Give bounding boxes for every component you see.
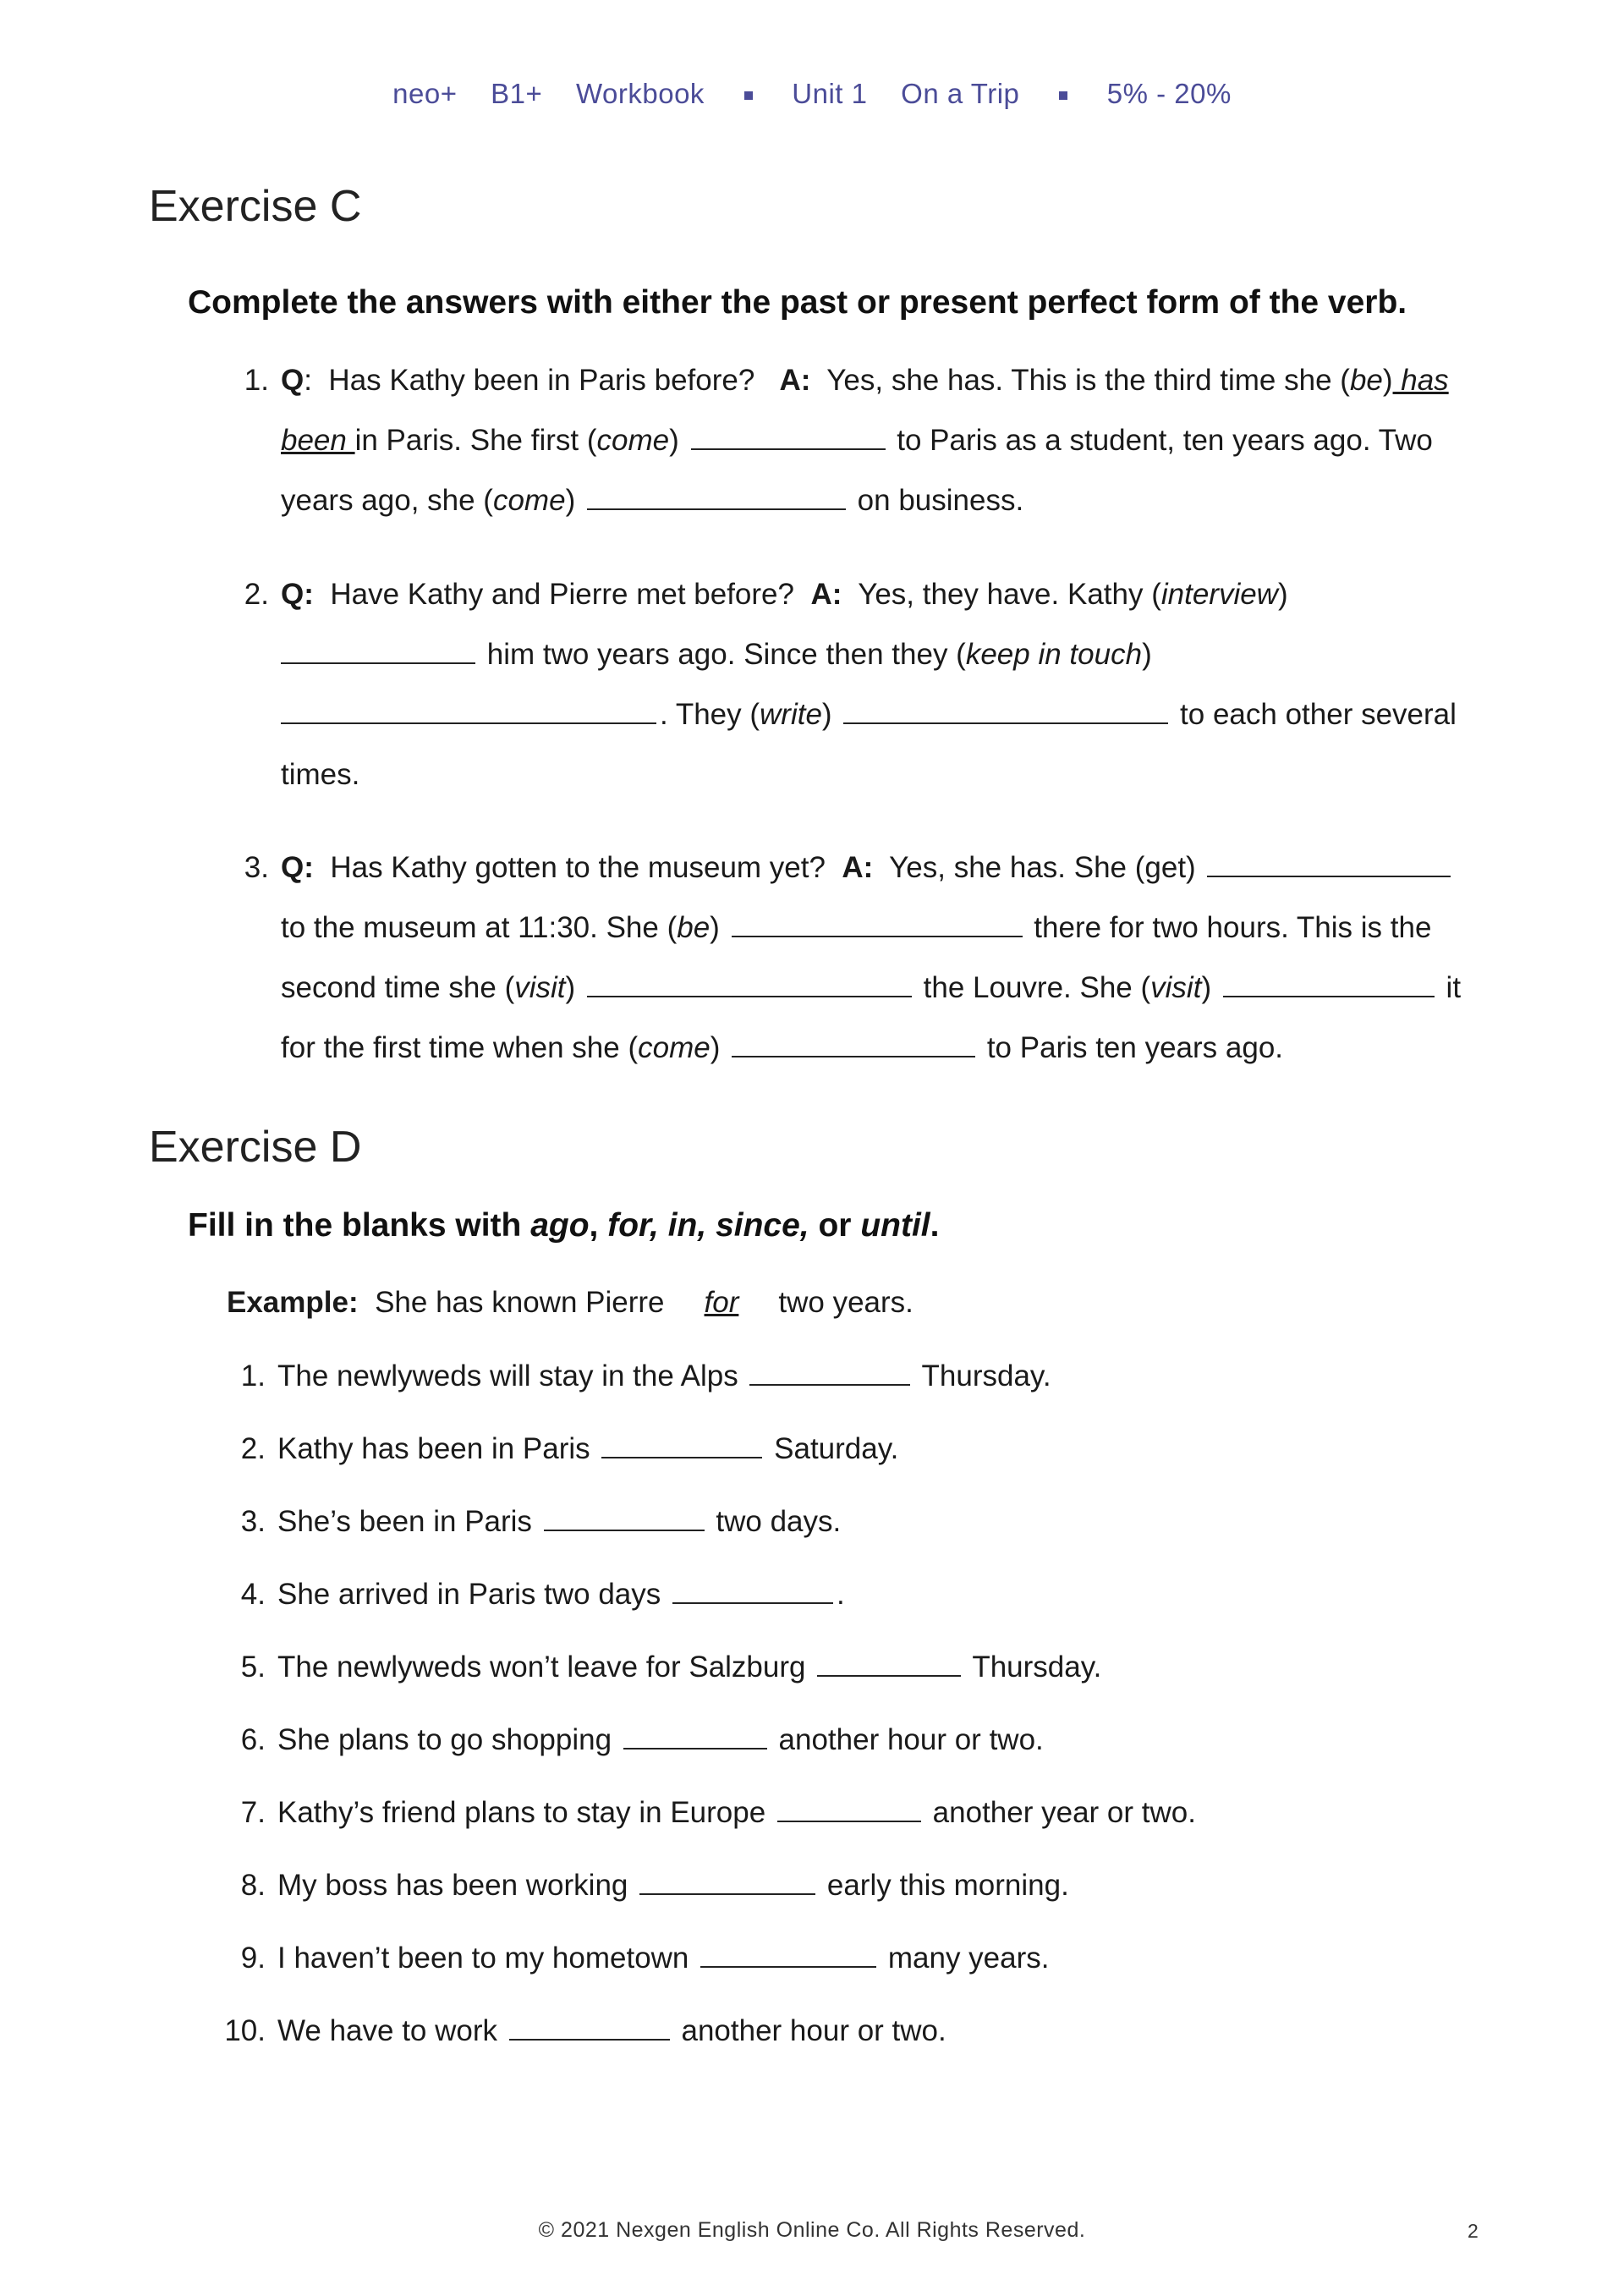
list-item — [218, 1574, 845, 1616]
answer-label: A: — [842, 851, 874, 884]
question-label: Q: — [281, 851, 314, 884]
page-number: 2 — [1468, 2220, 1479, 2242]
header-level: B1+ — [491, 78, 543, 109]
question-text: Has Kathy gotten to the museum yet? — [330, 851, 826, 884]
exercise-d-title: Exercise D — [149, 1123, 362, 1172]
exercise-d-instruction — [188, 1207, 939, 1244]
list-item — [218, 1865, 1069, 1907]
item-text: . — [837, 1578, 845, 1611]
header-product: neo+ — [392, 78, 458, 109]
instruction-text: or — [809, 1207, 861, 1244]
answer-blank[interactable] — [843, 697, 1168, 724]
answer-text: to each other several times. — [281, 698, 1457, 791]
answer-text: in Paris. She first ( — [354, 424, 597, 457]
item-number: 1. — [244, 364, 269, 397]
answer-text: to Paris ten years ago. — [979, 1031, 1284, 1064]
item-number: 2. — [240, 1432, 266, 1465]
page-header — [0, 78, 1624, 110]
item-text: She’s been in Paris — [277, 1505, 532, 1538]
exercise-d-example — [227, 1282, 914, 1324]
item-number: 9. — [240, 1942, 266, 1975]
item-number: 4. — [240, 1578, 266, 1611]
answer-text: Yes, she has. This is the third time she ( — [826, 364, 1350, 397]
answer-blank[interactable] — [777, 1795, 921, 1822]
square-bullet-icon — [1059, 91, 1067, 100]
answer-text: ) — [1382, 364, 1393, 397]
verb-hint: come — [638, 1031, 710, 1064]
item-text: Thursday. — [921, 1359, 1051, 1392]
answer-text: ) — [1142, 638, 1152, 671]
list-item — [218, 1355, 1051, 1398]
verb-hint: visit — [514, 971, 566, 1004]
keyword-since: since, — [706, 1207, 809, 1244]
list-item — [218, 1646, 1101, 1689]
answer-blank[interactable] — [639, 1868, 815, 1895]
item-number: 8. — [240, 1869, 266, 1902]
verb-hint: keep in touch — [965, 638, 1143, 671]
list-item — [218, 1937, 1050, 1980]
header-progress: 5% - 20% — [1106, 78, 1232, 109]
answer-blank[interactable] — [587, 970, 912, 997]
answer-blank[interactable] — [281, 637, 475, 664]
verb-hint: visit — [1150, 971, 1202, 1004]
verb-hint: be — [677, 911, 710, 944]
answer-text: ) — [565, 484, 584, 517]
answer-text: ) — [669, 424, 688, 457]
example-label: Example: — [227, 1286, 359, 1319]
answer-label: A: — [810, 578, 842, 611]
answer-text: ) — [565, 971, 584, 1004]
answer-blank[interactable] — [1207, 850, 1451, 877]
square-bullet-icon — [744, 91, 753, 100]
example-text: two years. — [778, 1286, 914, 1319]
answer-label: A: — [779, 364, 811, 397]
answer-blank[interactable] — [700, 1941, 876, 1968]
item-text: My boss has been working — [277, 1869, 628, 1902]
answer-blank[interactable] — [817, 1650, 961, 1677]
answer-blank[interactable] — [623, 1722, 767, 1749]
answer-text: Yes, she has. She (get) — [889, 851, 1204, 884]
question-text: Have Kathy and Pierre met before? — [330, 578, 794, 611]
item-text: I haven’t been to my hometown — [277, 1942, 689, 1975]
answer-text: ) — [710, 1031, 729, 1064]
keyword-ago: ago — [530, 1207, 590, 1244]
item-text: another hour or two. — [681, 2014, 946, 2047]
example-text: She has known Pierre — [375, 1286, 665, 1319]
copyright-footer: © 2021 Nexgen English Online Co. All Rights Reserved. — [538, 2218, 1086, 2242]
item-text: many years. — [887, 1942, 1050, 1975]
verb-hint: come — [492, 484, 566, 517]
item-text: Saturday. — [774, 1432, 899, 1465]
question-text: Has Kathy been in Paris before? — [328, 364, 755, 397]
item-number: 3. — [244, 851, 269, 884]
list-item — [218, 1719, 1044, 1761]
answer-blank[interactable] — [509, 2013, 670, 2041]
answer-text: ) — [1201, 971, 1220, 1004]
exercise-c-item-1 — [235, 350, 1479, 530]
question-label: Q — [281, 364, 304, 397]
item-number: 3. — [240, 1505, 266, 1538]
example-answer: for — [704, 1286, 739, 1319]
header-unit-title: On a Trip — [901, 78, 1020, 109]
list-item — [218, 1792, 1196, 1834]
answer-text: him two years ago. Since then they ( — [479, 638, 966, 671]
item-text: another year or two. — [932, 1796, 1196, 1829]
exercise-c-item-3 — [235, 838, 1479, 1078]
answer-blank[interactable] — [732, 910, 1023, 937]
exercise-c-instruction: Complete the answers with either the past or present perfect form of the verb. — [188, 284, 1407, 321]
keyword-for: for, — [607, 1207, 659, 1244]
item-text: We have to work — [277, 2014, 498, 2047]
answer-blank[interactable] — [281, 697, 656, 724]
item-text: early this morning. — [826, 1869, 1069, 1902]
item-text: She arrived in Paris two days — [277, 1578, 661, 1611]
answer-blank[interactable] — [672, 1577, 833, 1604]
verb-hint: come — [596, 424, 670, 457]
item-text: The newlyweds will stay in the Alps — [277, 1359, 738, 1392]
exercise-c-title: Exercise C — [149, 182, 362, 231]
answer-blank[interactable] — [732, 1030, 975, 1057]
answer-blank[interactable] — [749, 1359, 910, 1386]
item-number: 7. — [240, 1796, 266, 1829]
question-label: Q: — [281, 578, 314, 611]
item-text: Kathy has been in Paris — [277, 1432, 590, 1465]
instruction-text: , — [589, 1207, 608, 1244]
item-number: 1. — [240, 1359, 266, 1392]
list-item — [218, 1501, 841, 1543]
example-answer: has been — [281, 364, 1449, 457]
keyword-in: in, — [658, 1207, 707, 1244]
verb-hint: be — [1349, 364, 1383, 397]
instruction-text: Fill in the blanks with — [188, 1207, 531, 1244]
keyword-until: until — [860, 1207, 930, 1244]
list-item — [218, 1428, 898, 1470]
answer-text: the Louvre. She ( — [914, 971, 1151, 1004]
verb-hint: interview — [1160, 578, 1278, 611]
item-text: The newlyweds won’t leave for Salzburg — [277, 1651, 806, 1684]
item-text: She plans to go shopping — [277, 1723, 612, 1756]
instruction-text: . — [930, 1207, 940, 1244]
item-text: Thursday. — [972, 1651, 1102, 1684]
verb-hint: write — [760, 698, 822, 731]
answer-blank[interactable] — [544, 1504, 705, 1531]
item-number: 5. — [240, 1651, 266, 1684]
answer-blank[interactable] — [691, 423, 886, 450]
answer-text: ) — [710, 911, 728, 944]
answer-blank[interactable] — [601, 1431, 762, 1458]
question-colon: : — [304, 364, 312, 397]
item-text: two days. — [716, 1505, 842, 1538]
item-number: 2. — [244, 578, 269, 611]
item-text: another hour or two. — [778, 1723, 1044, 1756]
answer-text: there for two hours. This is the second time she ( — [281, 911, 1432, 1004]
answer-text: it for the first time when she ( — [281, 971, 1462, 1064]
answer-text: . They ( — [660, 698, 760, 731]
item-number: 10. — [224, 2014, 266, 2047]
answer-blank[interactable] — [1223, 970, 1435, 997]
answer-text: on business. — [848, 484, 1024, 517]
answer-text: Yes, they have. Kathy ( — [858, 578, 1161, 611]
answer-text: ) — [1277, 578, 1288, 611]
item-text: Kathy’s friend plans to stay in Europe — [277, 1796, 766, 1829]
answer-text: to the museum at 11:30. She ( — [281, 911, 678, 944]
exercise-c-item-2 — [235, 564, 1479, 805]
answer-text: ) — [821, 698, 841, 731]
header-unit: Unit 1 — [792, 78, 868, 109]
item-number: 6. — [240, 1723, 266, 1756]
answer-blank[interactable] — [587, 483, 846, 510]
answer-text: to Paris as a student, ten years ago. Two years ago, she ( — [281, 424, 1433, 517]
header-book: Workbook — [575, 78, 705, 109]
list-item — [207, 2010, 946, 2052]
